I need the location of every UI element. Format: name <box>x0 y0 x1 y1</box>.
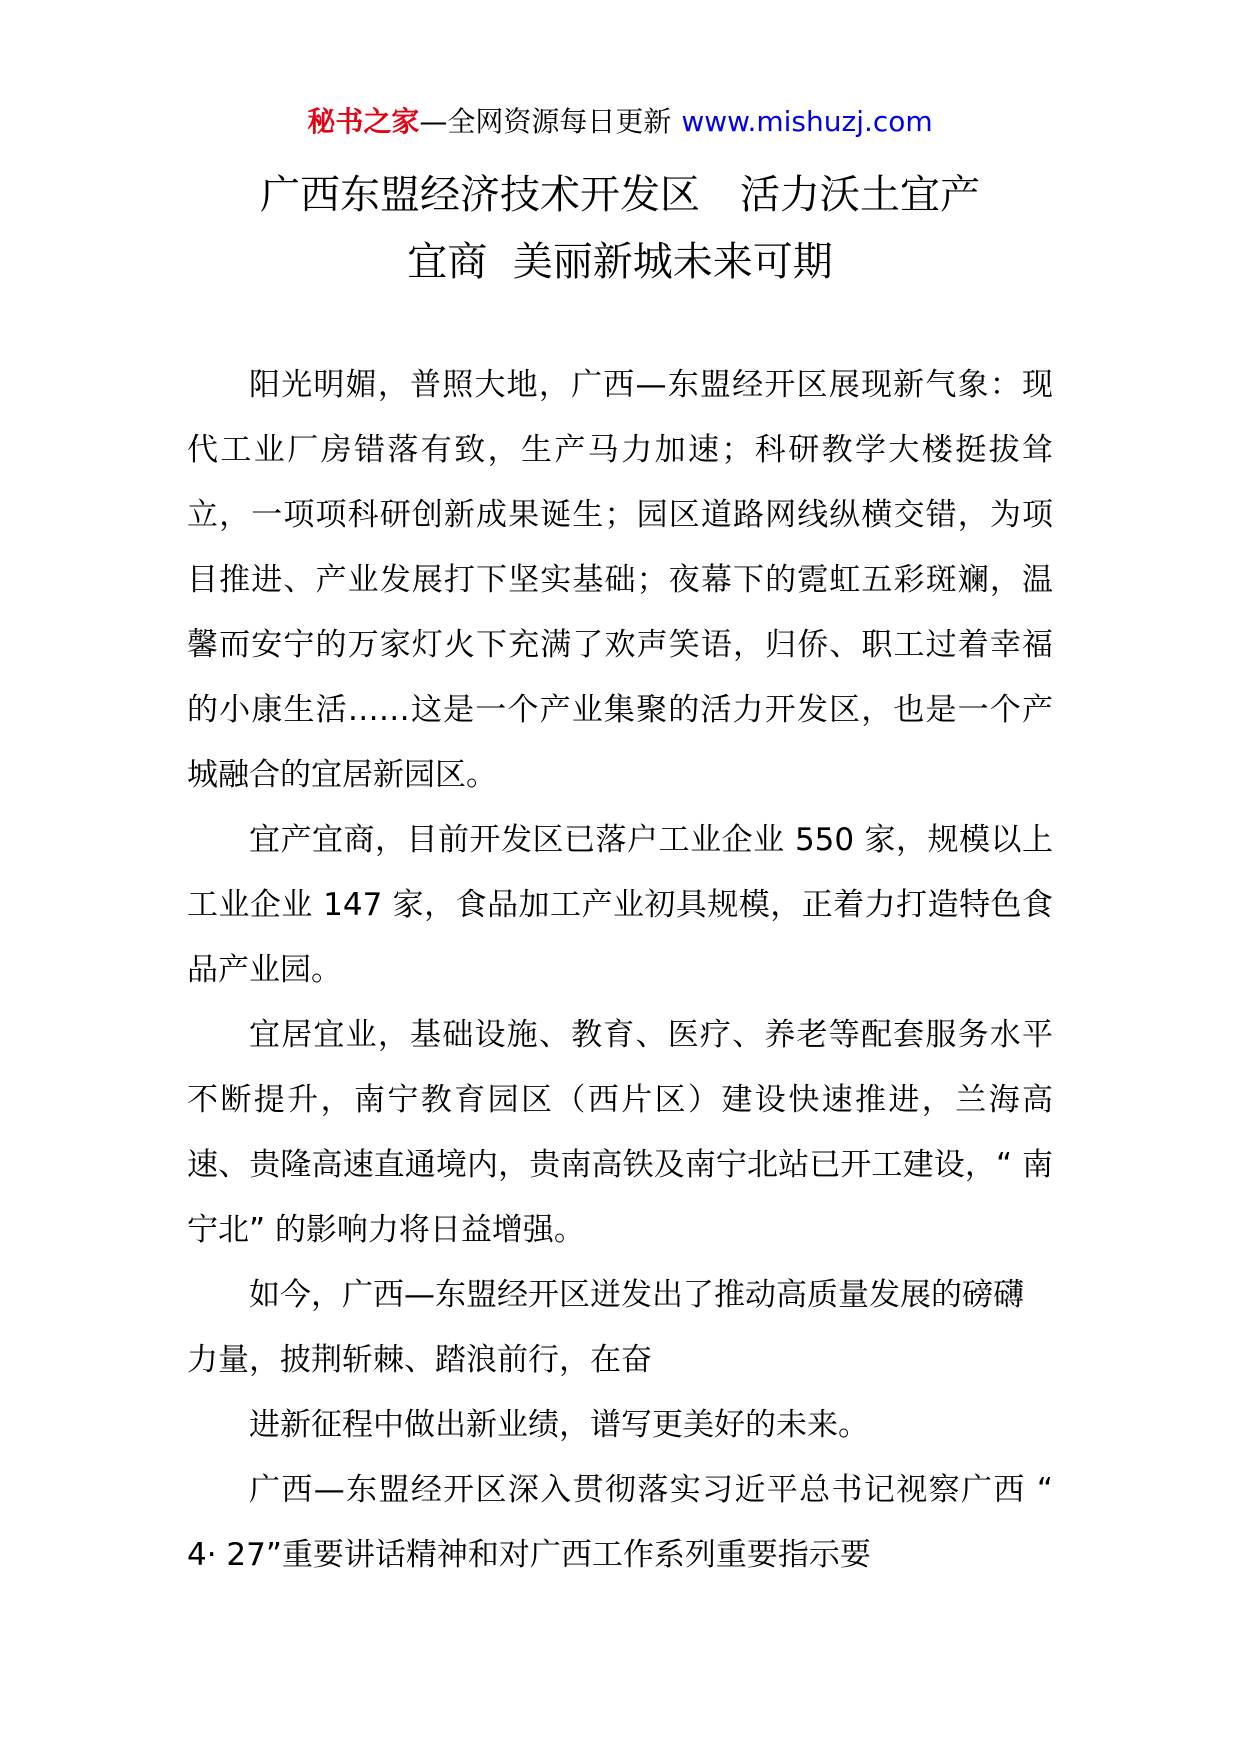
brand-name: 秘书之家 <box>307 105 420 138</box>
paragraph: 进新征程中做出新业绩，谱写更美好的未来。 <box>249 1407 869 1443</box>
header-tagline: —全网资源每日更新 <box>419 105 672 138</box>
paragraph: 广西—东盟经开区深入贯彻落实习近平总书记视察广西 “ 4· 27”重要讲话精神和对广西工作系列重要指示要 <box>187 1472 1053 1573</box>
site-url-link[interactable]: www.mishuzj.com <box>681 105 933 138</box>
paragraph: 如今，广西—东盟经开区迸发出了推动高质量发展的磅礴力量，披荆斩棘、踏浪前行，在奋 <box>187 1277 1024 1378</box>
site-header <box>0 102 1240 142</box>
document-title <box>120 162 1120 296</box>
paragraph: 宜产宜商，目前开发区已落户工业企业 550 家，规模以上工业企业 147 家，食品加工产业初具规模，正着力打造特色食品产业园。 <box>187 822 1053 988</box>
title-line-1: 广西东盟经济技术开发区 活力沃土宜产 <box>260 172 980 218</box>
title-line-2: 宜商 美丽新城未来可期 <box>407 239 833 285</box>
document-body <box>187 353 1053 1588</box>
paragraph: 阳光明媚，普照大地，广西—东盟经开区展现新气象：现代工业厂房错落有致，生产马力加速；科研教学大楼挺拔耸立，一项项科研创新成果诞生；园区道路网线纵横交错，为项目推进、产业发展打下坚实基础；夜幕下的霓虹五彩斑斓，温馨而安宁的万家灯火下充满了欢声笑语，归侨、职工过着幸福的小康生活……这是一个产业集聚的活力开发区，也是一个产城融合的宜居新园区。 <box>187 367 1053 793</box>
paragraph: 宜居宜业，基础设施、教育、医疗、养老等配套服务水平不断提升，南宁教育园区（西片区）建设快速推进，兰海高速、贵隆高速直通境内，贵南高铁及南宁北站已开工建设，“ 南宁北” 的影响力将日益增强。 <box>187 1017 1053 1248</box>
